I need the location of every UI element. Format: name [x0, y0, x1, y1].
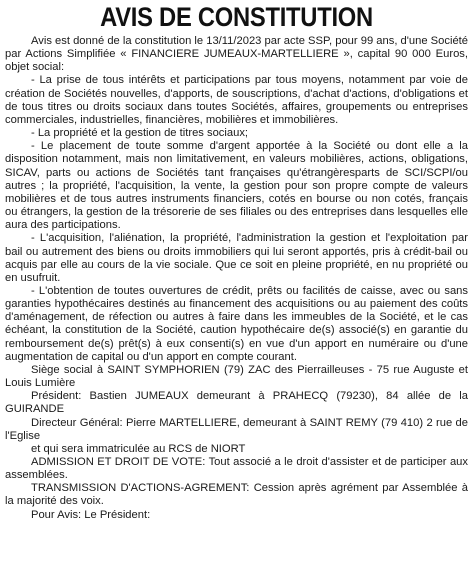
- notice-title: AVIS DE CONSTITUTION: [100, 2, 373, 32]
- head-office-paragraph: Siège social à SAINT SYMPHORIEN (79) ZAC des Pierrailleuses - 75 rue Auguste et Louis Lumière: [5, 363, 468, 390]
- object-participations-paragraph: - La prise de tous intérêts et participations par tous moyens, notamment par voie de création de Sociétés nouvelles, d'apports, de souscriptions, d'achat d'actions, d'obligations et de tous titres ou droits sociaux dans toutes Sociétés, affaires, groupements ou entreprises commerciales, industrielles, financières, mobilières et immobilières.: [5, 74, 468, 126]
- signature-paragraph: Pour Avis: Le Président:: [31, 508, 151, 521]
- registration-paragraph: et qui sera immatriculée au RCS de NIORT: [31, 442, 246, 455]
- voting-rights-paragraph: ADMISSION ET DROIT DE VOTE: Tout associé a le droit d'assister et de participer aux assemblées.: [5, 456, 468, 482]
- intro-paragraph: Avis est donné de la constitution le 13/11/2023 par acte SSP, pour 99 ans, d'une Société par Actions Simplifiée « FINANCIERE JUMEAUX-MARTELLIERE », capital 90 000 Euros, objet social:: [5, 35, 468, 74]
- object-securities-paragraph: - La propriété et la gestion de titres sociaux;: [31, 127, 249, 140]
- general-director-paragraph: Directeur Général: Pierre MARTELLIERE, demeurant à SAINT REMY (79 410) 2 rue de l'Eglise: [5, 416, 468, 442]
- object-investment-paragraph: - Le placement de toute somme d'argent apportée à la Société ou dont elle a la disposition notamment, mais non limitativement, en valeurs mobilières, actions, obligations, SICAV, parts ou actions de Sociétés tant françaises qu'étrangèresparts de SCI/SCPI/ou autres ; la propriété, l'acquisition, la vente, la gestion pour son propre compte de valeurs mobilières et de tous autres instruments financiers, cotés en bourse ou non cotés, français ou étrangers, la gestion de la trésorerie de ses filiales ou des entreprises dans lesquelles elle aura des participations.: [5, 140, 468, 232]
- object-credit-paragraph: - L'obtention de toutes ouvertures de crédit, prêts ou facilités de caisse, avec ou sans garanties hypothécaires destinés au financement des acquisitions ou au paiement des coûts d'aménagement, de réfection ou autres à faire dans les immeubles de la Société, et le cas échéant, la constitution de la Société, caution hypothécaire de(s) associé(s) en garantie du remboursement de(s) prêt(s) à eux consenti(s) en vue d'un apport en numéraire ou d'une augmentation de capital ou d'un apport en compte courant.: [5, 284, 468, 363]
- president-paragraph: Président: Bastien JUMEAUX demeurant à PRAHECQ (79230), 84 allée de la GUIRANDE: [5, 390, 468, 416]
- share-transfer-paragraph: TRANSMISSION D'ACTIONS-AGREMENT: Cession après agrément par Assemblée à la majorité des voix.: [5, 482, 468, 508]
- object-real-estate-paragraph: - L'acquisition, l'aliénation, la propriété, l'administration la gestion et l'exploitation par bail ou autrement des biens ou droits immobiliers qui lui seront apportés, pris à crédit-bail ou acquis par elle au cours de la vie sociale. Que ce soit en pleine propriété, en nu propriété ou en usufruit.: [5, 232, 468, 284]
